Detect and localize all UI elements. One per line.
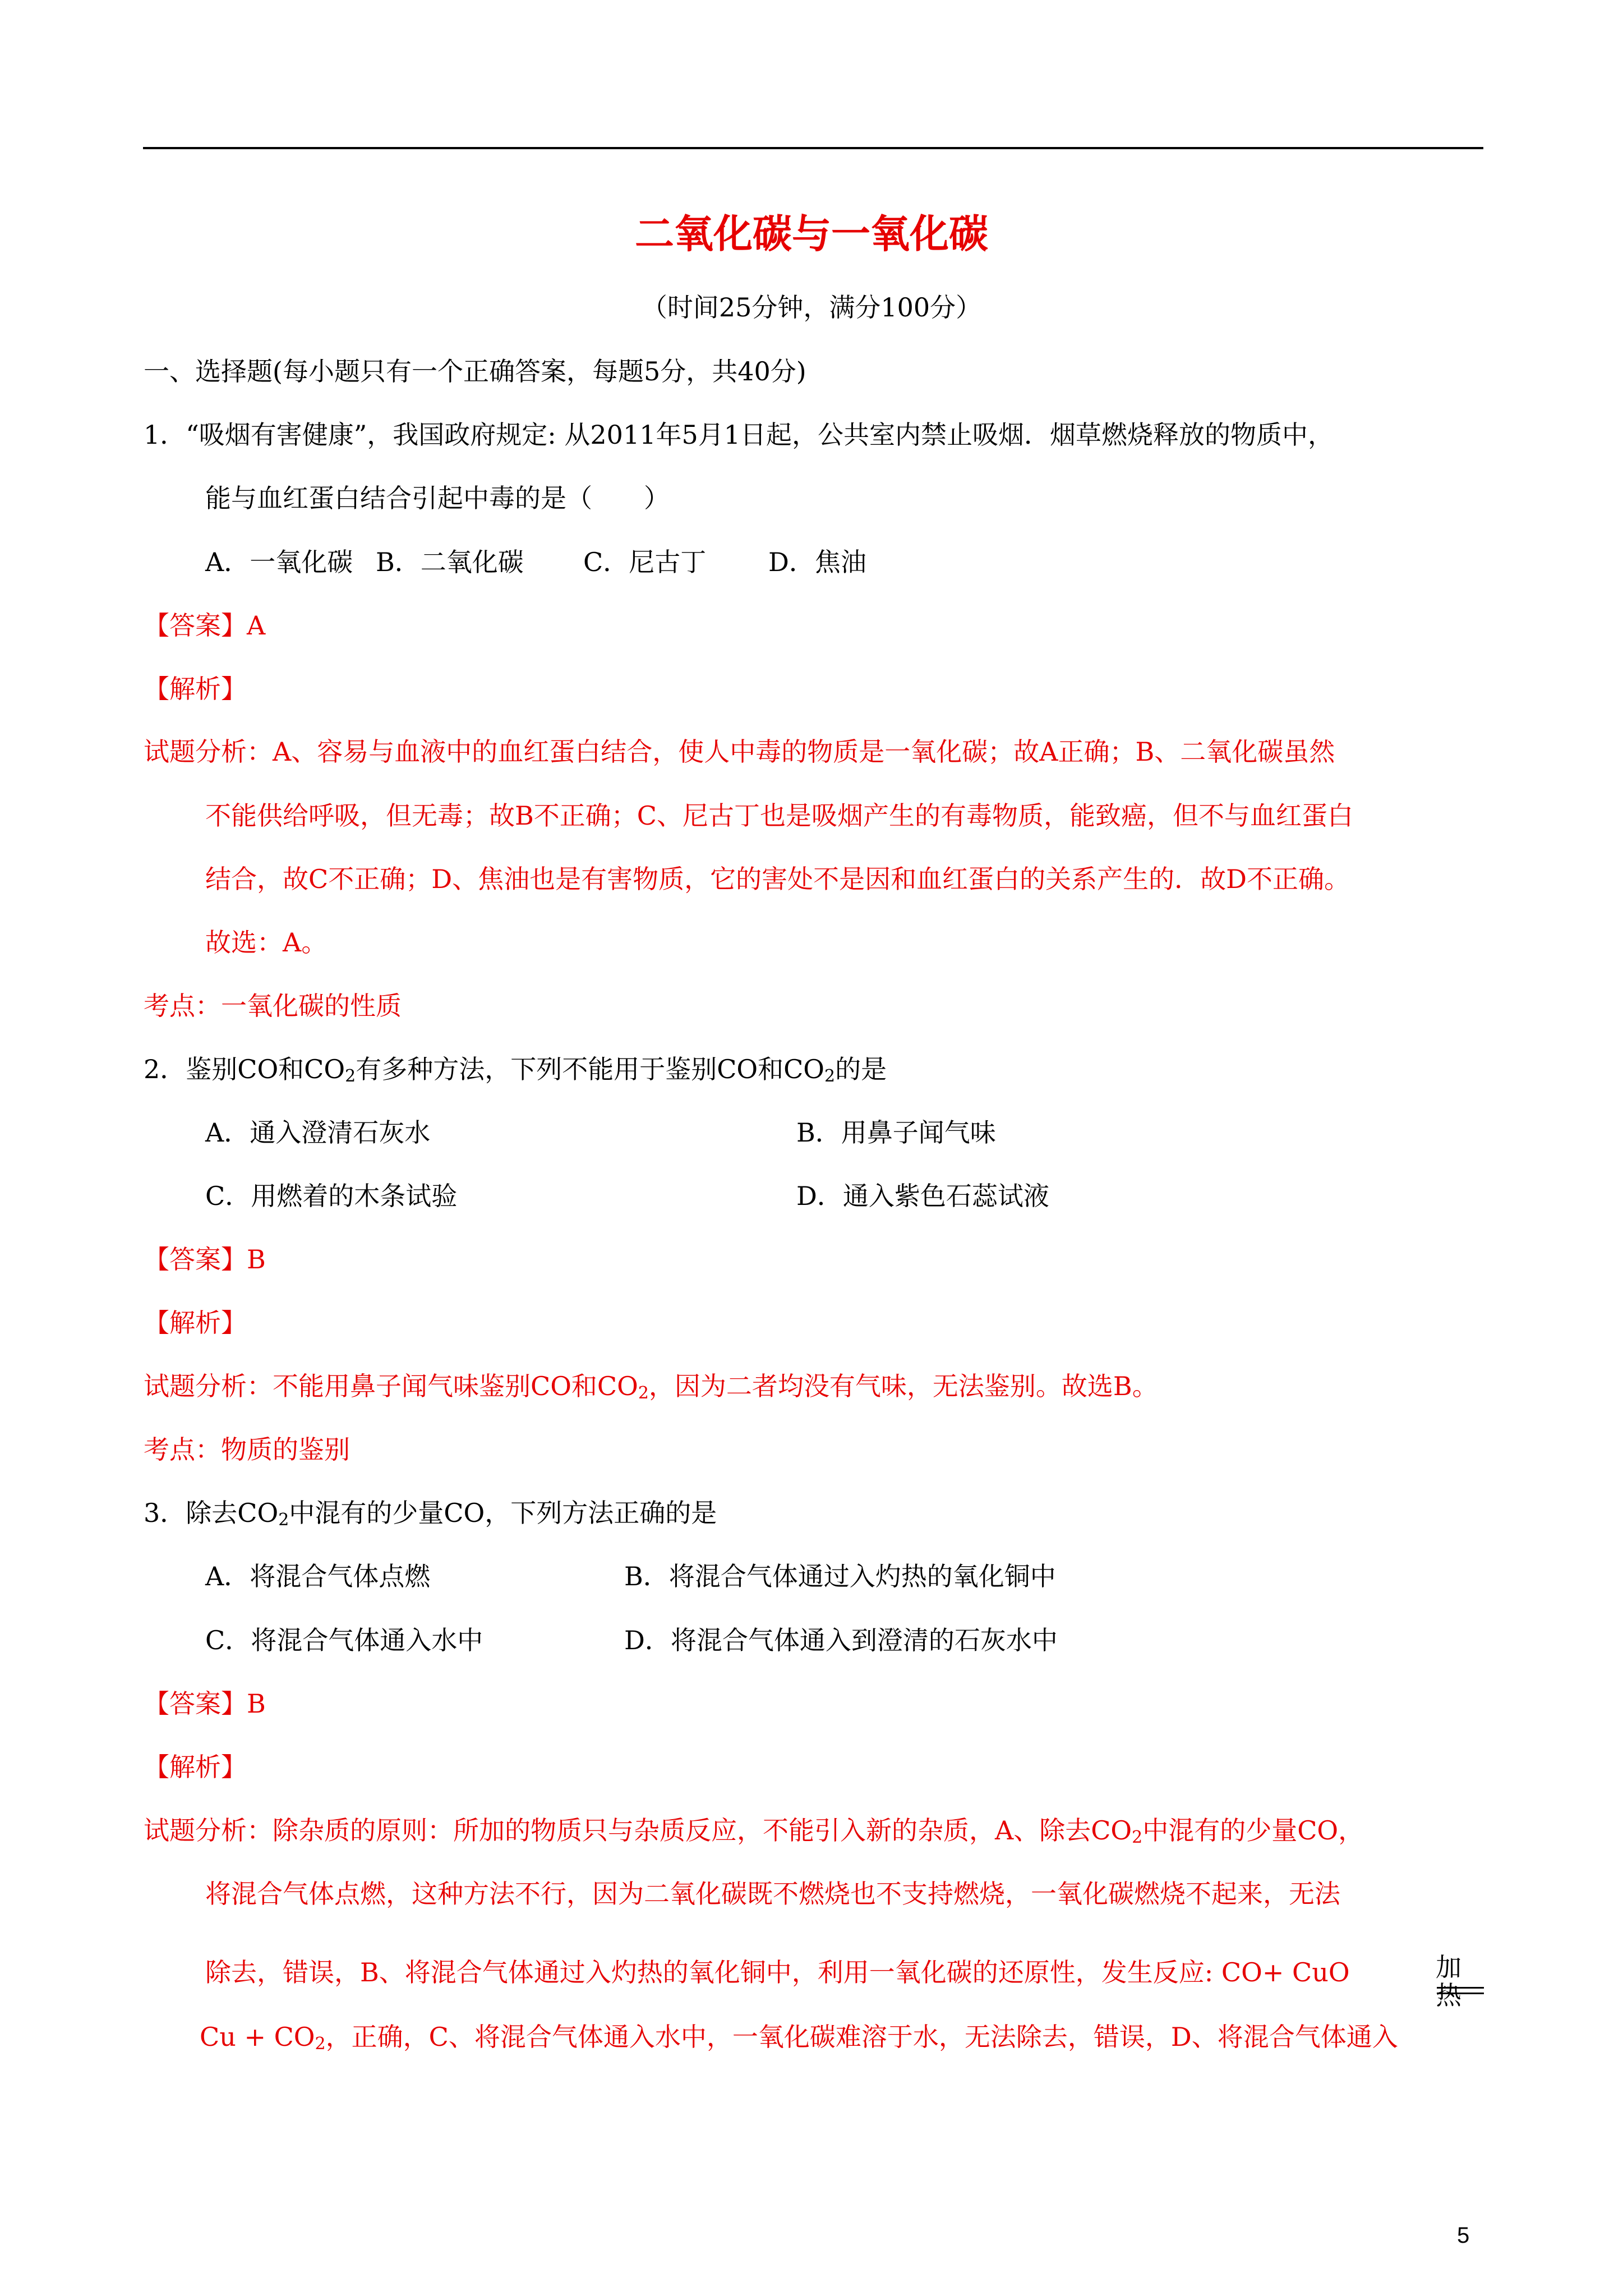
- q3-analysis-label: 【解析】: [144, 1752, 247, 1782]
- q1-options: [205, 545, 866, 579]
- q2-analysis-part1: 试题分析：不能用鼻子闻气味鉴别CO和CO: [144, 1371, 638, 1401]
- q3-analysis-line4-part1: Cu + CO: [200, 2022, 315, 2052]
- q2-analysis-part2: ，因为二者均没有气味，无法鉴别。故选B。: [648, 1371, 1158, 1401]
- q2-stem-part3: 的是: [835, 1054, 887, 1084]
- heating-condition-symbol: [1436, 1952, 1486, 2010]
- q2-analysis-label: 【解析】: [144, 1308, 247, 1338]
- q3-analysis-line3: 除去，错误，B、将混合气体通过入灼热的氧化铜中，利用一氧化碳的还原性，发生反应: CO+ CuO: [205, 1957, 1350, 1987]
- q3-option-c: C．将混合气体通入水中: [205, 1625, 483, 1655]
- q2-stem-part1: 2．鉴别CO和CO: [144, 1054, 345, 1084]
- q1-analysis-line4: 故选：A。: [205, 927, 328, 958]
- equals-bar-top: [1437, 1987, 1484, 1989]
- q1-analysis-label: 【解析】: [144, 674, 247, 704]
- q2-stem: [144, 1052, 887, 1086]
- q3-analysis-subscript: 2: [1132, 1828, 1143, 1847]
- q2-option-c: C．用燃着的木条试验: [205, 1181, 458, 1211]
- q3-analysis-line1: [144, 1814, 1364, 1847]
- q3-stem: [144, 1496, 717, 1530]
- q2-analysis-subscript: 2: [638, 1383, 649, 1403]
- q1-stem-line1: 1．“吸烟有害健康”，我国政府规定: 从2011年5月1日起，公共室内禁止吸烟．烟草燃烧释放的物质中，: [144, 420, 1334, 450]
- q2-point: 考点：物质的鉴别: [144, 1434, 350, 1465]
- q2-stem-part2: 有多种方法，下列不能用于鉴别CO和CO: [356, 1054, 825, 1084]
- q3-analysis-line2: 将混合气体点燃，这种方法不行，因为二氧化碳既不燃烧也不支持燃烧，一氧化碳燃烧不起来，无法: [205, 1879, 1340, 1909]
- page-subtitle: （时间25分钟，满分100分）: [641, 292, 982, 323]
- q3-analysis-line1-part2: 中混有的少量CO，: [1142, 1815, 1364, 1846]
- q1-point: 考点：一氧化碳的性质: [144, 991, 402, 1021]
- q1-option-d: D．焦油: [768, 547, 866, 577]
- page-number: 5: [1457, 2223, 1470, 2248]
- q1-answer: 【答案】A: [144, 610, 266, 641]
- q2-analysis: [144, 1369, 1158, 1403]
- q2-option-d: D．通入紫色石蕊试液: [796, 1181, 1049, 1211]
- page-title: 二氧化碳与一氧化碳: [635, 210, 988, 257]
- q3-stem-part2: 中混有的少量CO，下列方法正确的是: [289, 1498, 717, 1528]
- q1-analysis-line3: 结合，故C不正确；D、焦油也是有害物质，它的害处不是因和血红蛋白的关系产生的．故D不正确。: [205, 864, 1350, 894]
- q3-option-d: D．将混合气体通入到澄清的石灰水中: [624, 1625, 1058, 1655]
- q2-option-b: B．用鼻子闻气味: [796, 1117, 996, 1148]
- q3-option-a: A．将混合气体点燃: [205, 1561, 431, 1591]
- q3-stem-part1: 3．除去CO: [144, 1498, 279, 1528]
- q2-option-a: A．通入澄清石灰水: [205, 1117, 431, 1148]
- q2-subscript: 2: [824, 1066, 836, 1086]
- heating-label: 加热: [1436, 1952, 1461, 2010]
- q3-analysis-subscript: 2: [315, 2034, 326, 2054]
- header-rule: [143, 147, 1483, 149]
- q3-option-b: B．将混合气体通过入灼热的氧化铜中: [624, 1561, 1056, 1591]
- section-heading: 一、选择题(每小题只有一个正确答案，每题5分，共40分): [144, 356, 806, 386]
- q1-option-c: C．尼古丁: [583, 547, 707, 577]
- q1-option-b: B．二氧化碳: [376, 547, 524, 577]
- q1-option-a: A．一氧化碳: [205, 547, 353, 577]
- q2-subscript: 2: [345, 1066, 356, 1086]
- q3-analysis-line1-part1: 试题分析：除杂质的原则：所加的物质只与杂质反应，不能引入新的杂质，A、除去CO: [144, 1815, 1132, 1846]
- q3-analysis-line4: [200, 2020, 1398, 2054]
- q3-subscript: 2: [278, 1510, 289, 1530]
- equals-bar-bottom: [1437, 1993, 1484, 1994]
- q3-answer: 【答案】B: [144, 1688, 266, 1719]
- q1-analysis-line1: 试题分析：A、容易与血液中的血红蛋白结合，使人中毒的物质是一氧化碳；故A正确；B、二氧化碳虽然: [144, 737, 1335, 767]
- q3-analysis-line4-part2: ，正确，C、将混合气体通入水中，一氧化碳难溶于水，无法除去，错误，D、将混合气体通入: [325, 2022, 1398, 2052]
- q1-analysis-line2: 不能供给呼吸，但无毒；故B不正确；C、尼古丁也是吸烟产生的有毒物质，能致癌，但不与血红蛋白: [205, 800, 1353, 831]
- q2-answer: 【答案】B: [144, 1244, 266, 1274]
- q1-stem-line2: 能与血红蛋白结合引起中毒的是（ ）: [205, 483, 670, 513]
